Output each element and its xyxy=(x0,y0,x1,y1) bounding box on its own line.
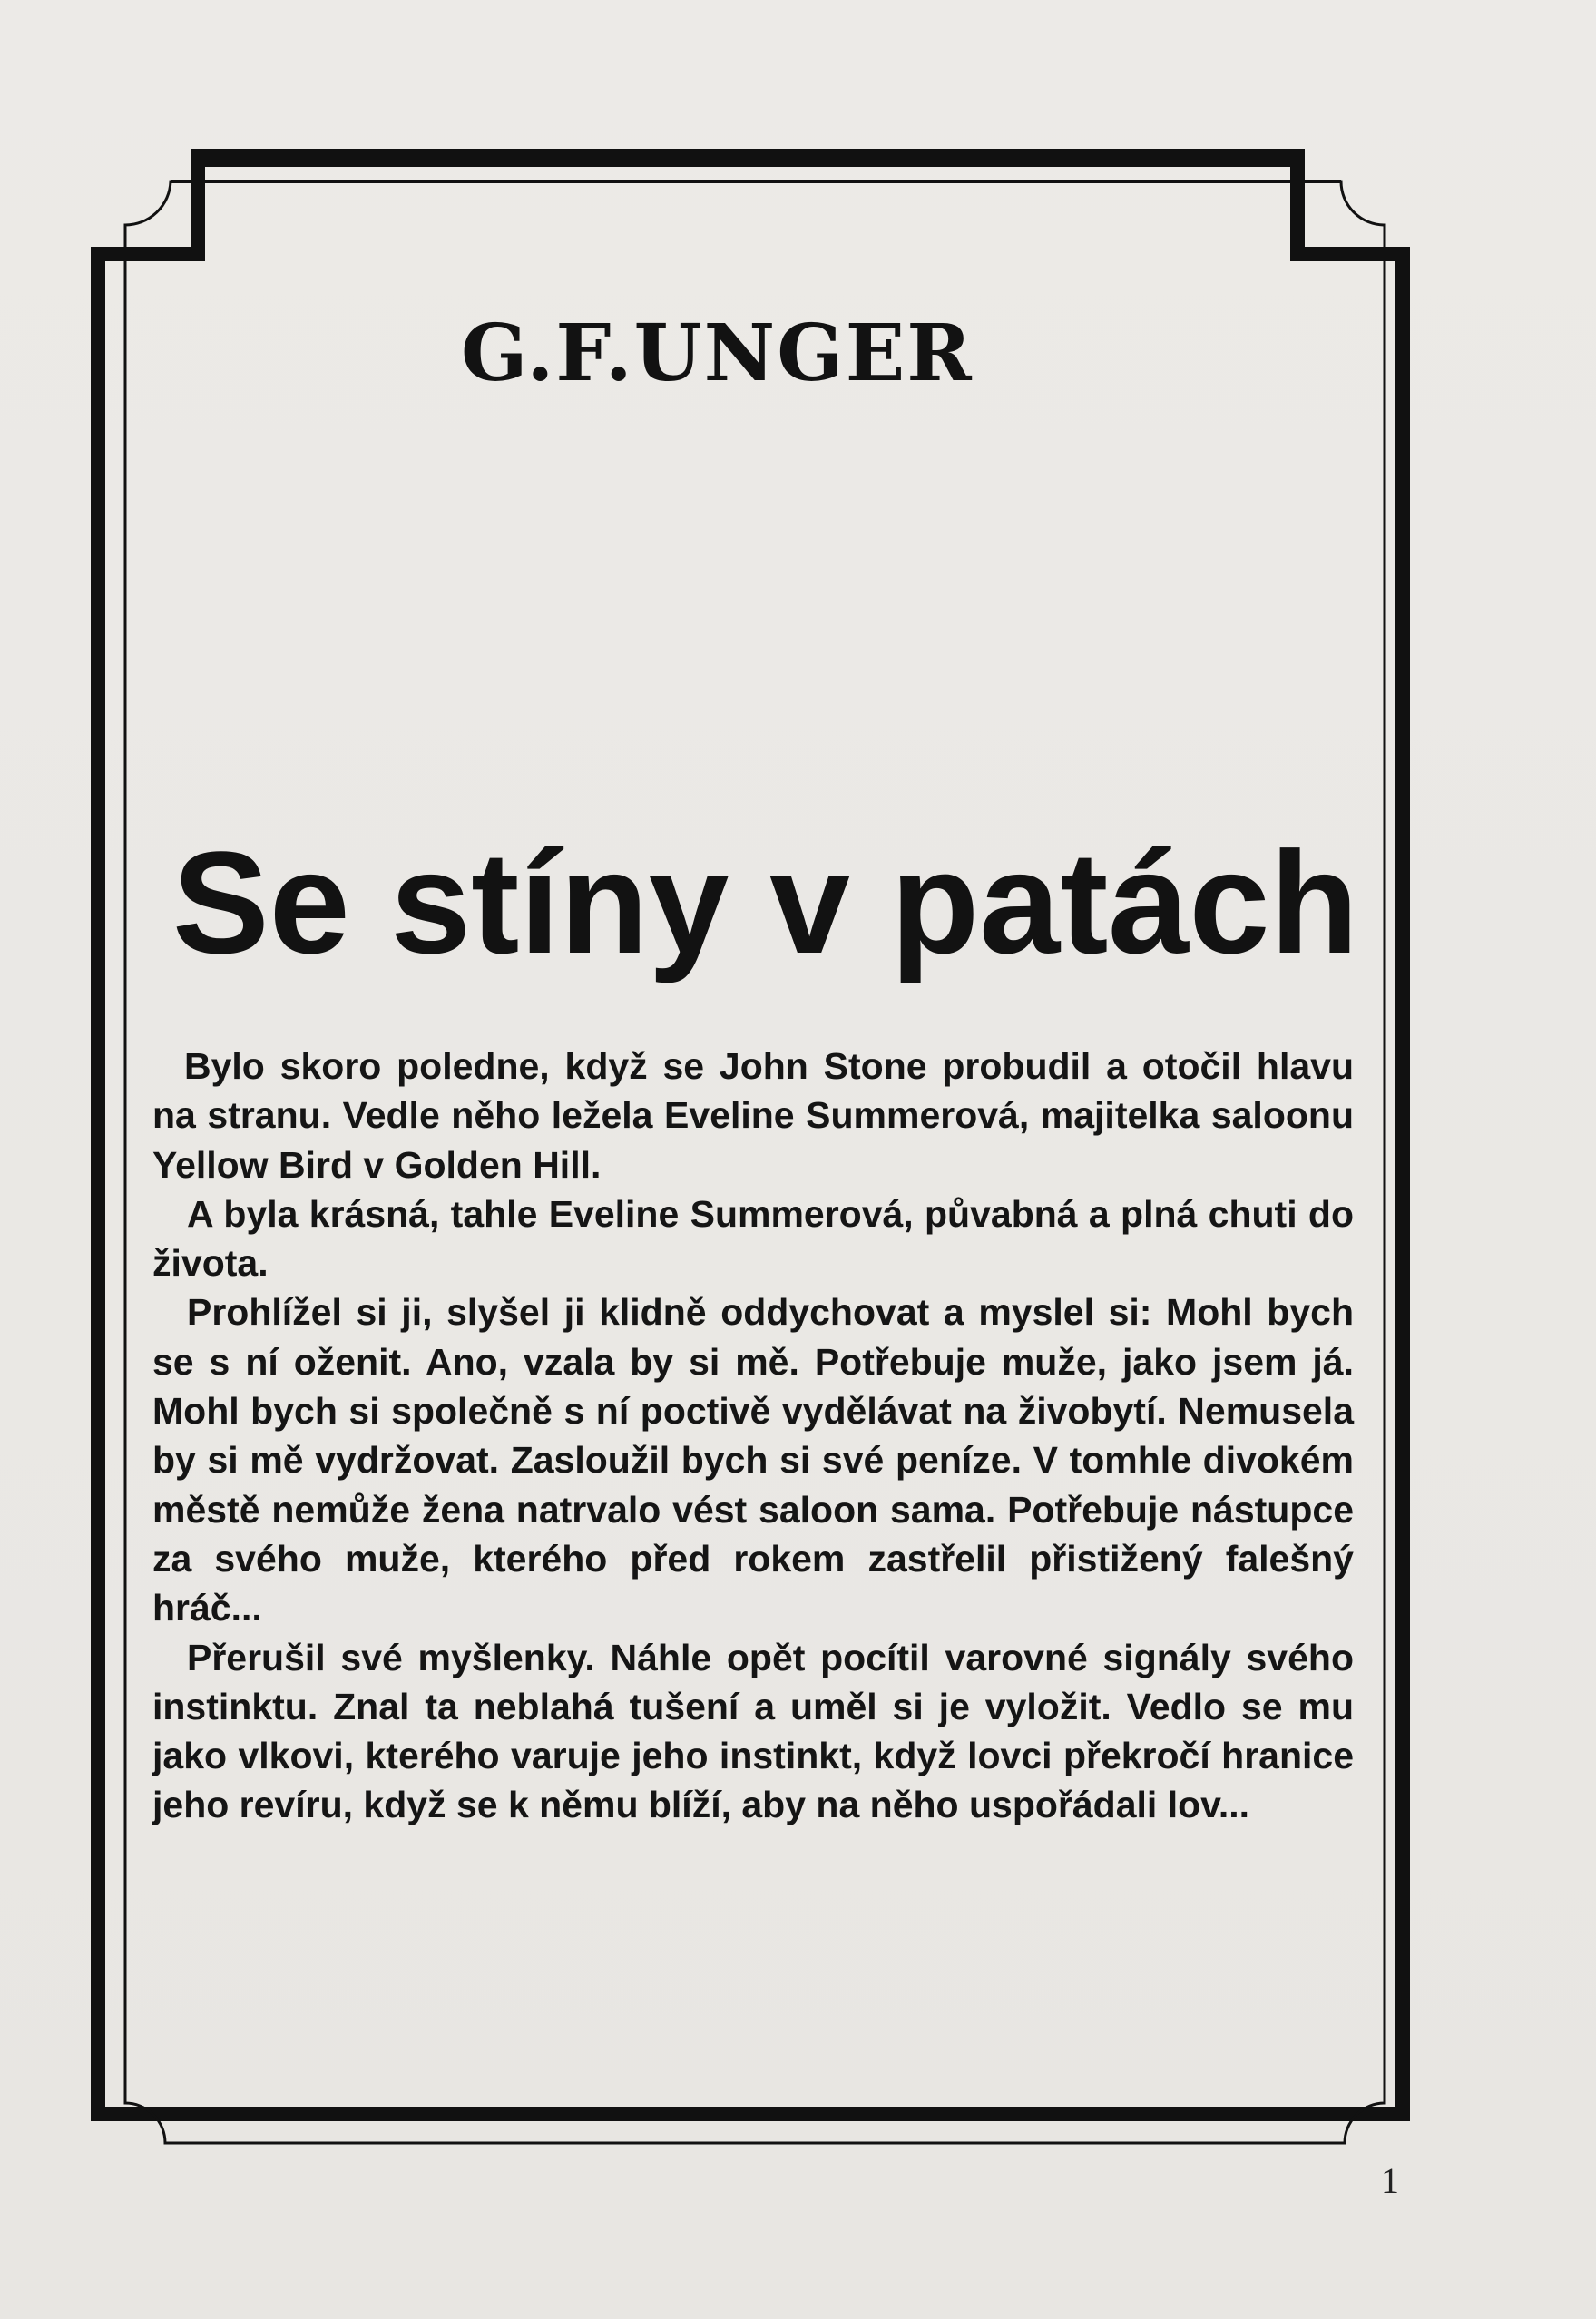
intro-text xyxy=(152,1042,1354,1830)
paragraph: Prohlížel si ji, slyšel ji klidně oddychovat a myslel si: Mohl bych se s ní oženit. Ano, vzala by si mě. Potřebuje muže, jako jsem já. Mohl bych si společně s ní poctivě vydělávat na živobytí. Nemusela by si mě vydržovat. Zasloužil bych si své peníze. V tomhle divokém městě nemůže žena natrvalo vést saloon sama. Potřebuje nástupce za svého muže, kterého před rokem zastřelil přistižený falešný hráč... xyxy=(152,1291,1354,1629)
author-name: G.F.UNGER xyxy=(461,308,974,399)
paragraph: A byla krásná, tahle Eveline Summerová, půvabná a plná chuti do života. xyxy=(152,1192,1354,1285)
frame-top-bar xyxy=(198,154,1297,167)
page-number: 1 xyxy=(1381,2160,1399,2201)
paragraph: Bylo skoro poledne, když se John Stone probudil a otočil hlavu na stranu. Vedle něho ležela Eveline Summerová, majitelka saloonu Yellow Bird v Golden Hill. xyxy=(152,1045,1354,1186)
book-title: Se stíny v patách xyxy=(172,821,1359,983)
paragraph: Přerušil své myšlenky. Náhle opět pocítil varovné signály svého instinktu. Znal ta neblahá tušení a uměl si je vyložit. Vedlo se mu jako vlkovi, kterého varuje jeho instinkt, když lovci překročí hranice jeho revíru, když se k němu blíží, aby na něho uspořádali lov... xyxy=(152,1636,1354,1826)
